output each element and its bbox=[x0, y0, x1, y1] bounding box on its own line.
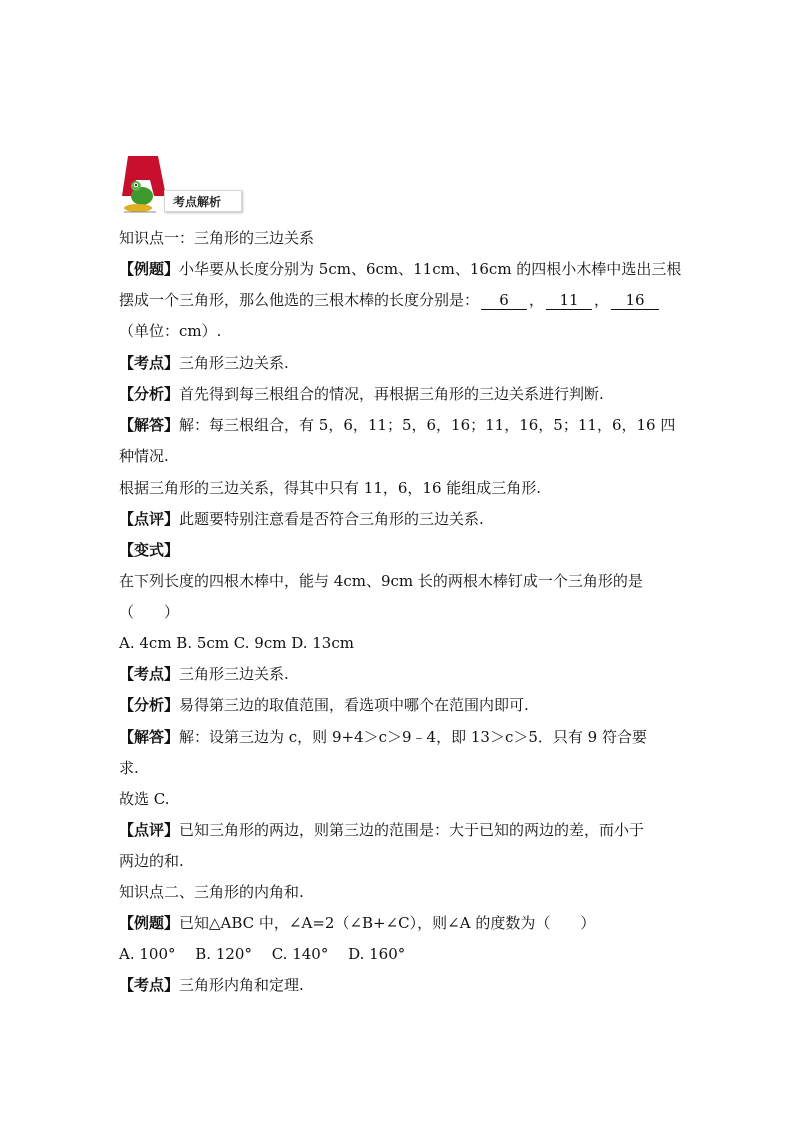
example-tag: 【例题】 bbox=[119, 914, 180, 932]
point-tag: 【考点】 bbox=[119, 354, 180, 372]
answer-text: 解：每三根组合，有 5，6，11；5，6，16；11，16，5；11，6，16 四 bbox=[179, 416, 676, 434]
example-2-line-1 bbox=[119, 913, 595, 933]
comment-text: 已知三角形的两边，则第三边的范围是：大于已知的两边的差，而小于 bbox=[179, 821, 645, 839]
analysis-line-1 bbox=[119, 384, 604, 404]
answer-line-3: 根据三角形的三边关系，得其中只有 11，6，16 能组成三角形. bbox=[119, 479, 542, 497]
example-1-text: 小华要从长度分别为 5cm、6cm、11cm、16cm 的四根小木棒中选出三根 bbox=[179, 260, 682, 278]
analysis-text: 首先得到每三根组合的情况，再根据三角形的三边关系进行判断. bbox=[179, 385, 604, 403]
point-tag: 【考点】 bbox=[119, 976, 180, 994]
point-text: 三角形三边关系. bbox=[179, 354, 289, 372]
comment-tag: 【点评】 bbox=[119, 821, 180, 839]
answer-tag: 【解答】 bbox=[119, 416, 180, 434]
example-1-line-1 bbox=[119, 259, 681, 279]
example-2-options: A. 100° B. 120° C. 140° D. 160° bbox=[119, 945, 406, 963]
example-1-line-2 bbox=[119, 290, 661, 310]
badge-label: 考点解析 bbox=[164, 190, 242, 212]
variant-question-line-1: 在下列长度的四根木棒中，能与 4cm、9cm 长的两根木棒钉成一个三角形的是 bbox=[119, 572, 643, 590]
variant-tag: 【变式】 bbox=[119, 541, 180, 559]
point-line-1 bbox=[119, 353, 289, 373]
point-tag: 【考点】 bbox=[119, 665, 180, 683]
point-text: 三角形内角和定理. bbox=[179, 976, 304, 994]
separator: ， bbox=[594, 291, 610, 309]
frog-mascot-icon bbox=[120, 156, 170, 214]
answer-line-6: 故选 C. bbox=[119, 790, 170, 808]
answer-line-4 bbox=[119, 727, 647, 747]
example-2-text: 已知△ABC 中，∠A=2（∠B+∠C），则∠A 的度数为（ ） bbox=[179, 914, 596, 932]
point-line-3 bbox=[119, 975, 304, 995]
separator: ， bbox=[529, 291, 545, 309]
answer-line-1 bbox=[119, 415, 675, 435]
point-line-2 bbox=[119, 664, 289, 684]
point-text: 三角形三边关系. bbox=[179, 665, 289, 683]
variant-options: A. 4cm B. 5cm C. 9cm D. 13cm bbox=[119, 634, 354, 652]
comment-line-1 bbox=[119, 509, 484, 529]
section-badge bbox=[118, 156, 246, 216]
comment-line-3: 两边的和. bbox=[119, 852, 184, 870]
analysis-line-2 bbox=[119, 695, 529, 715]
answer-tag: 【解答】 bbox=[119, 728, 180, 746]
comment-text: 此题要特别注意看是否符合三角形的三边关系. bbox=[179, 510, 484, 528]
answer-blank-1: 6 bbox=[481, 291, 527, 310]
answer-text: 解：设第三边为 c，则 9+4＞c＞9﹣4，即 13＞c＞5．只有 9 符合要 bbox=[179, 728, 647, 746]
answer-blank-2: 11 bbox=[546, 291, 592, 310]
knowledge-point-1: 知识点一：三角形的三边关系 bbox=[119, 229, 315, 247]
example-1-text-2: 摆成一个三角形，那么他选的三根木棒的长度分别是： bbox=[119, 291, 480, 309]
example-1-line-3: （单位：cm）. bbox=[119, 322, 222, 340]
variant-question-line-2: （ ） bbox=[119, 603, 180, 621]
comment-tag: 【点评】 bbox=[119, 510, 180, 528]
analysis-tag: 【分析】 bbox=[119, 696, 180, 714]
analysis-text: 易得第三边的取值范围，看选项中哪个在范围内即可. bbox=[179, 696, 529, 714]
answer-line-2: 种情况. bbox=[119, 447, 169, 465]
analysis-tag: 【分析】 bbox=[119, 385, 180, 403]
answer-line-5: 求. bbox=[119, 759, 139, 777]
example-tag: 【例题】 bbox=[119, 260, 180, 278]
answer-blank-3: 16 bbox=[611, 291, 659, 310]
comment-line-2 bbox=[119, 820, 644, 840]
knowledge-point-2: 知识点二、三角形的内角和. bbox=[119, 883, 304, 901]
